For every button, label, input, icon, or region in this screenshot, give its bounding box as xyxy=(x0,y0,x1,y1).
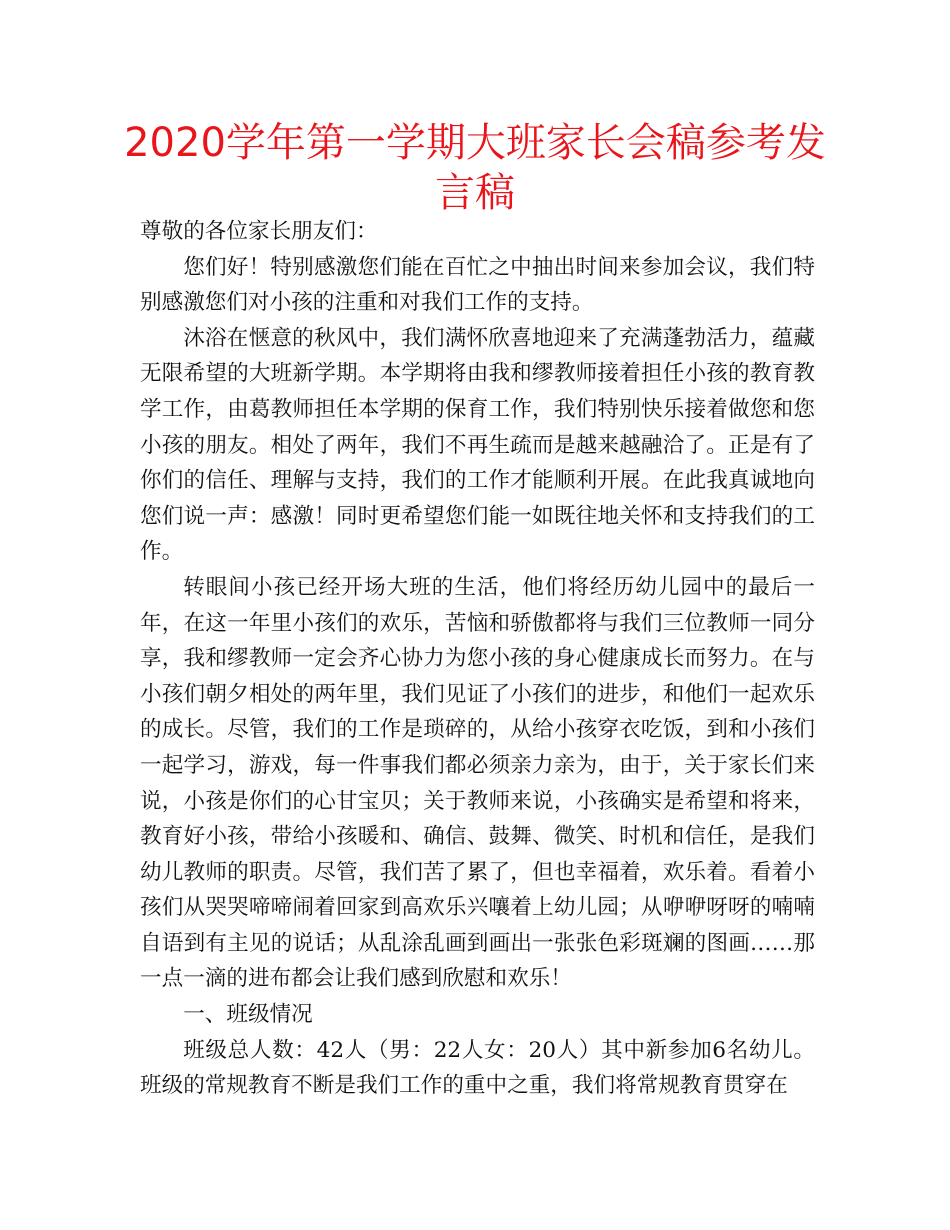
greeting-paragraph: 您们好！特别感激您们能在百忙之中抽出时间来参加会议，我们特别感激您们对小孩的注重和对我们工作的支持。 xyxy=(140,254,815,316)
growth-reflection-paragraph: 转眼间小孩已经开场大班的生活，他们将经历幼儿园中的最后一年，在这一年里小孩们的欢乐，苦恼和骄傲都将与我们三位教师一同分享，我和缪教师一定会齐心协力为您小孩的身心健康成长而努力。在与小孩们朝夕相处的两年里，我们见证了小孩们的进步，和他们一起欢乐的成长。尽管，我们的工作是琐碎的，从给小孩穿衣吃饭，到和小孩们一起学习，游戏，每一件事我们都必须亲力亲为，由于，关于家长们来说，小孩是你们的心甘宝贝；关于教师来说，小孩确实是希望和将来，教育好小孩，带给小孩暖和、确信、鼓舞、微笑、时机和信任，是我们幼儿教师的职责。尽管，我们苦了累了，但也幸福着，欢乐着。看着小孩们从哭哭啼啼闹着回家到高欢乐兴嚷着上幼儿园；从咿咿呀呀的喃喃自语到有主见的说话；从乱涂乱画到画出一张张色彩斑斓的图画……那一点一滴的进布都会让我们感到欣慰和欢乐！ xyxy=(140,574,815,992)
document-body xyxy=(140,214,815,1104)
salutation-paragraph: 尊敬的各位家长朋友们： xyxy=(140,219,378,244)
document-title: 2020学年第一学期大班家长会稿参考发言稿 xyxy=(124,120,826,216)
section-heading-class-situation: 一、班级情况 xyxy=(183,1002,313,1028)
class-stats-paragraph: 班级总人数：42人（男：22人女：20人）其中新参加6名幼儿。班级的常规教育不断是我们工作的重中之重，我们将常规教育贯穿在 xyxy=(140,1037,815,1099)
semester-intro-paragraph: 沐浴在惬意的秋风中，我们满怀欣喜地迎来了充满蓬勃活力，蕴藏无限希望的大班新学期。本学期将由我和缪教师接着担任小孩的教育教学工作，由葛教师担任本学期的保育工作，我们特别快乐接着做您和您小孩的朋友。相处了两年，我们不再生疏而是越来越融洽了。正是有了你们的信任、理解与支持，我们的工作才能顺利开展。在此我真诚地向您们说一声：感激！同时更希望您们能一如既往地关怀和支持我们的工作。 xyxy=(140,325,815,565)
